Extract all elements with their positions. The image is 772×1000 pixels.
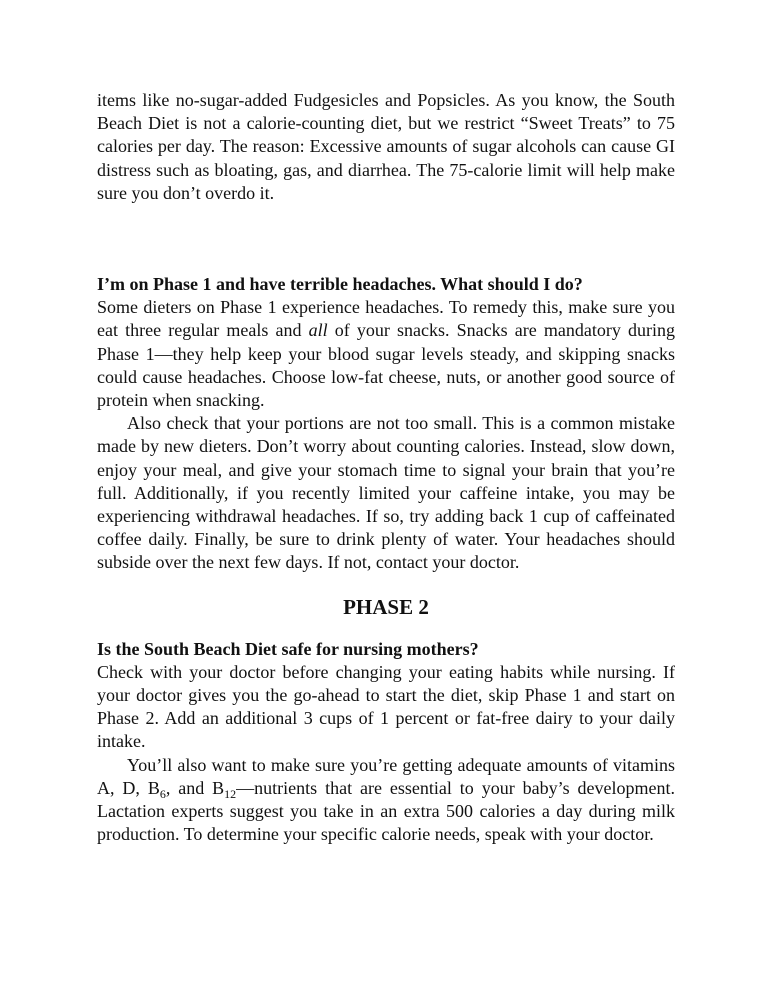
headaches-question-heading: I’m on Phase 1 and have terrible headaches. What should I do? bbox=[97, 274, 583, 295]
phase-2-heading: PHASE 2 bbox=[343, 594, 429, 619]
subscript-6: 6 bbox=[159, 786, 166, 801]
page-body bbox=[97, 89, 675, 846]
headaches-answer-paragraph-2: Also check that your portions are not too small. This is a common mistake made by new dieters. Don’t worry about counting calories. Instead, slow down, enjoy your meal, and give your stomach time to signal your brain that you’re full. Additionally, if you recently limited your caffeine intake, you may be experiencing withdrawal headaches. If so, try adding back 1 cup of caffeinated coffee daily. Finally, be sure to drink plenty of water. Your headaches should subside over the next few days. If not, contact your doctor. bbox=[97, 413, 675, 573]
nursing-question-heading: Is the South Beach Diet safe for nursing mothers? bbox=[97, 638, 479, 659]
nursing-p2-text-a: You’ll also want to make sure you’re getting adequate amounts of vitamins A, D, B bbox=[97, 754, 675, 798]
subscript-12: 12 bbox=[224, 786, 237, 801]
nursing-answer-paragraph-2 bbox=[97, 754, 675, 847]
headaches-p1-text-a: Some dieters on Phase 1 experience headaches. To remedy this, make sure you eat three regular meals and bbox=[97, 297, 675, 341]
headaches-p1-emphasis: all bbox=[308, 320, 328, 341]
intro-paragraph: items like no-sugar-added Fudgesicles and Popsicles. As you know, the South Beach Diet is not a calorie-counting diet, but we restrict “Sweet Treats” to 75 calories per day. The reason: Excessive amounts of sugar alcohols can cause GI distress such as bloating, gas, and diarrhea. The 75-calorie limit will help make sure you don’t overdo it. bbox=[97, 90, 675, 203]
headaches-p1-text-b: of your snacks. Snacks are mandatory during Phase 1—they help keep your blood sugar levels steady, and skipping snacks could cause headaches. Choose low-fat cheese, nuts, or another good source of protein when snacking. bbox=[97, 320, 675, 411]
headaches-answer-paragraph-1 bbox=[97, 296, 675, 412]
nursing-p2-text-b: , and B bbox=[165, 777, 225, 798]
nursing-answer-paragraph-1: Check with your doctor before changing your eating habits while nursing. If your doctor gives you the go-ahead to start the diet, skip Phase 1 and start on Phase 2. Add an additional 3 cups of 1 percent or fat-free dairy to your daily intake. bbox=[97, 661, 675, 752]
section-spacer bbox=[97, 205, 675, 273]
nursing-p2-text-c: —nutrients that are essential to your baby’s development. Lactation experts suggest you take in an extra 500 calories a day during milk production. To determine your specific calorie needs, speak with your doctor. bbox=[97, 777, 675, 845]
